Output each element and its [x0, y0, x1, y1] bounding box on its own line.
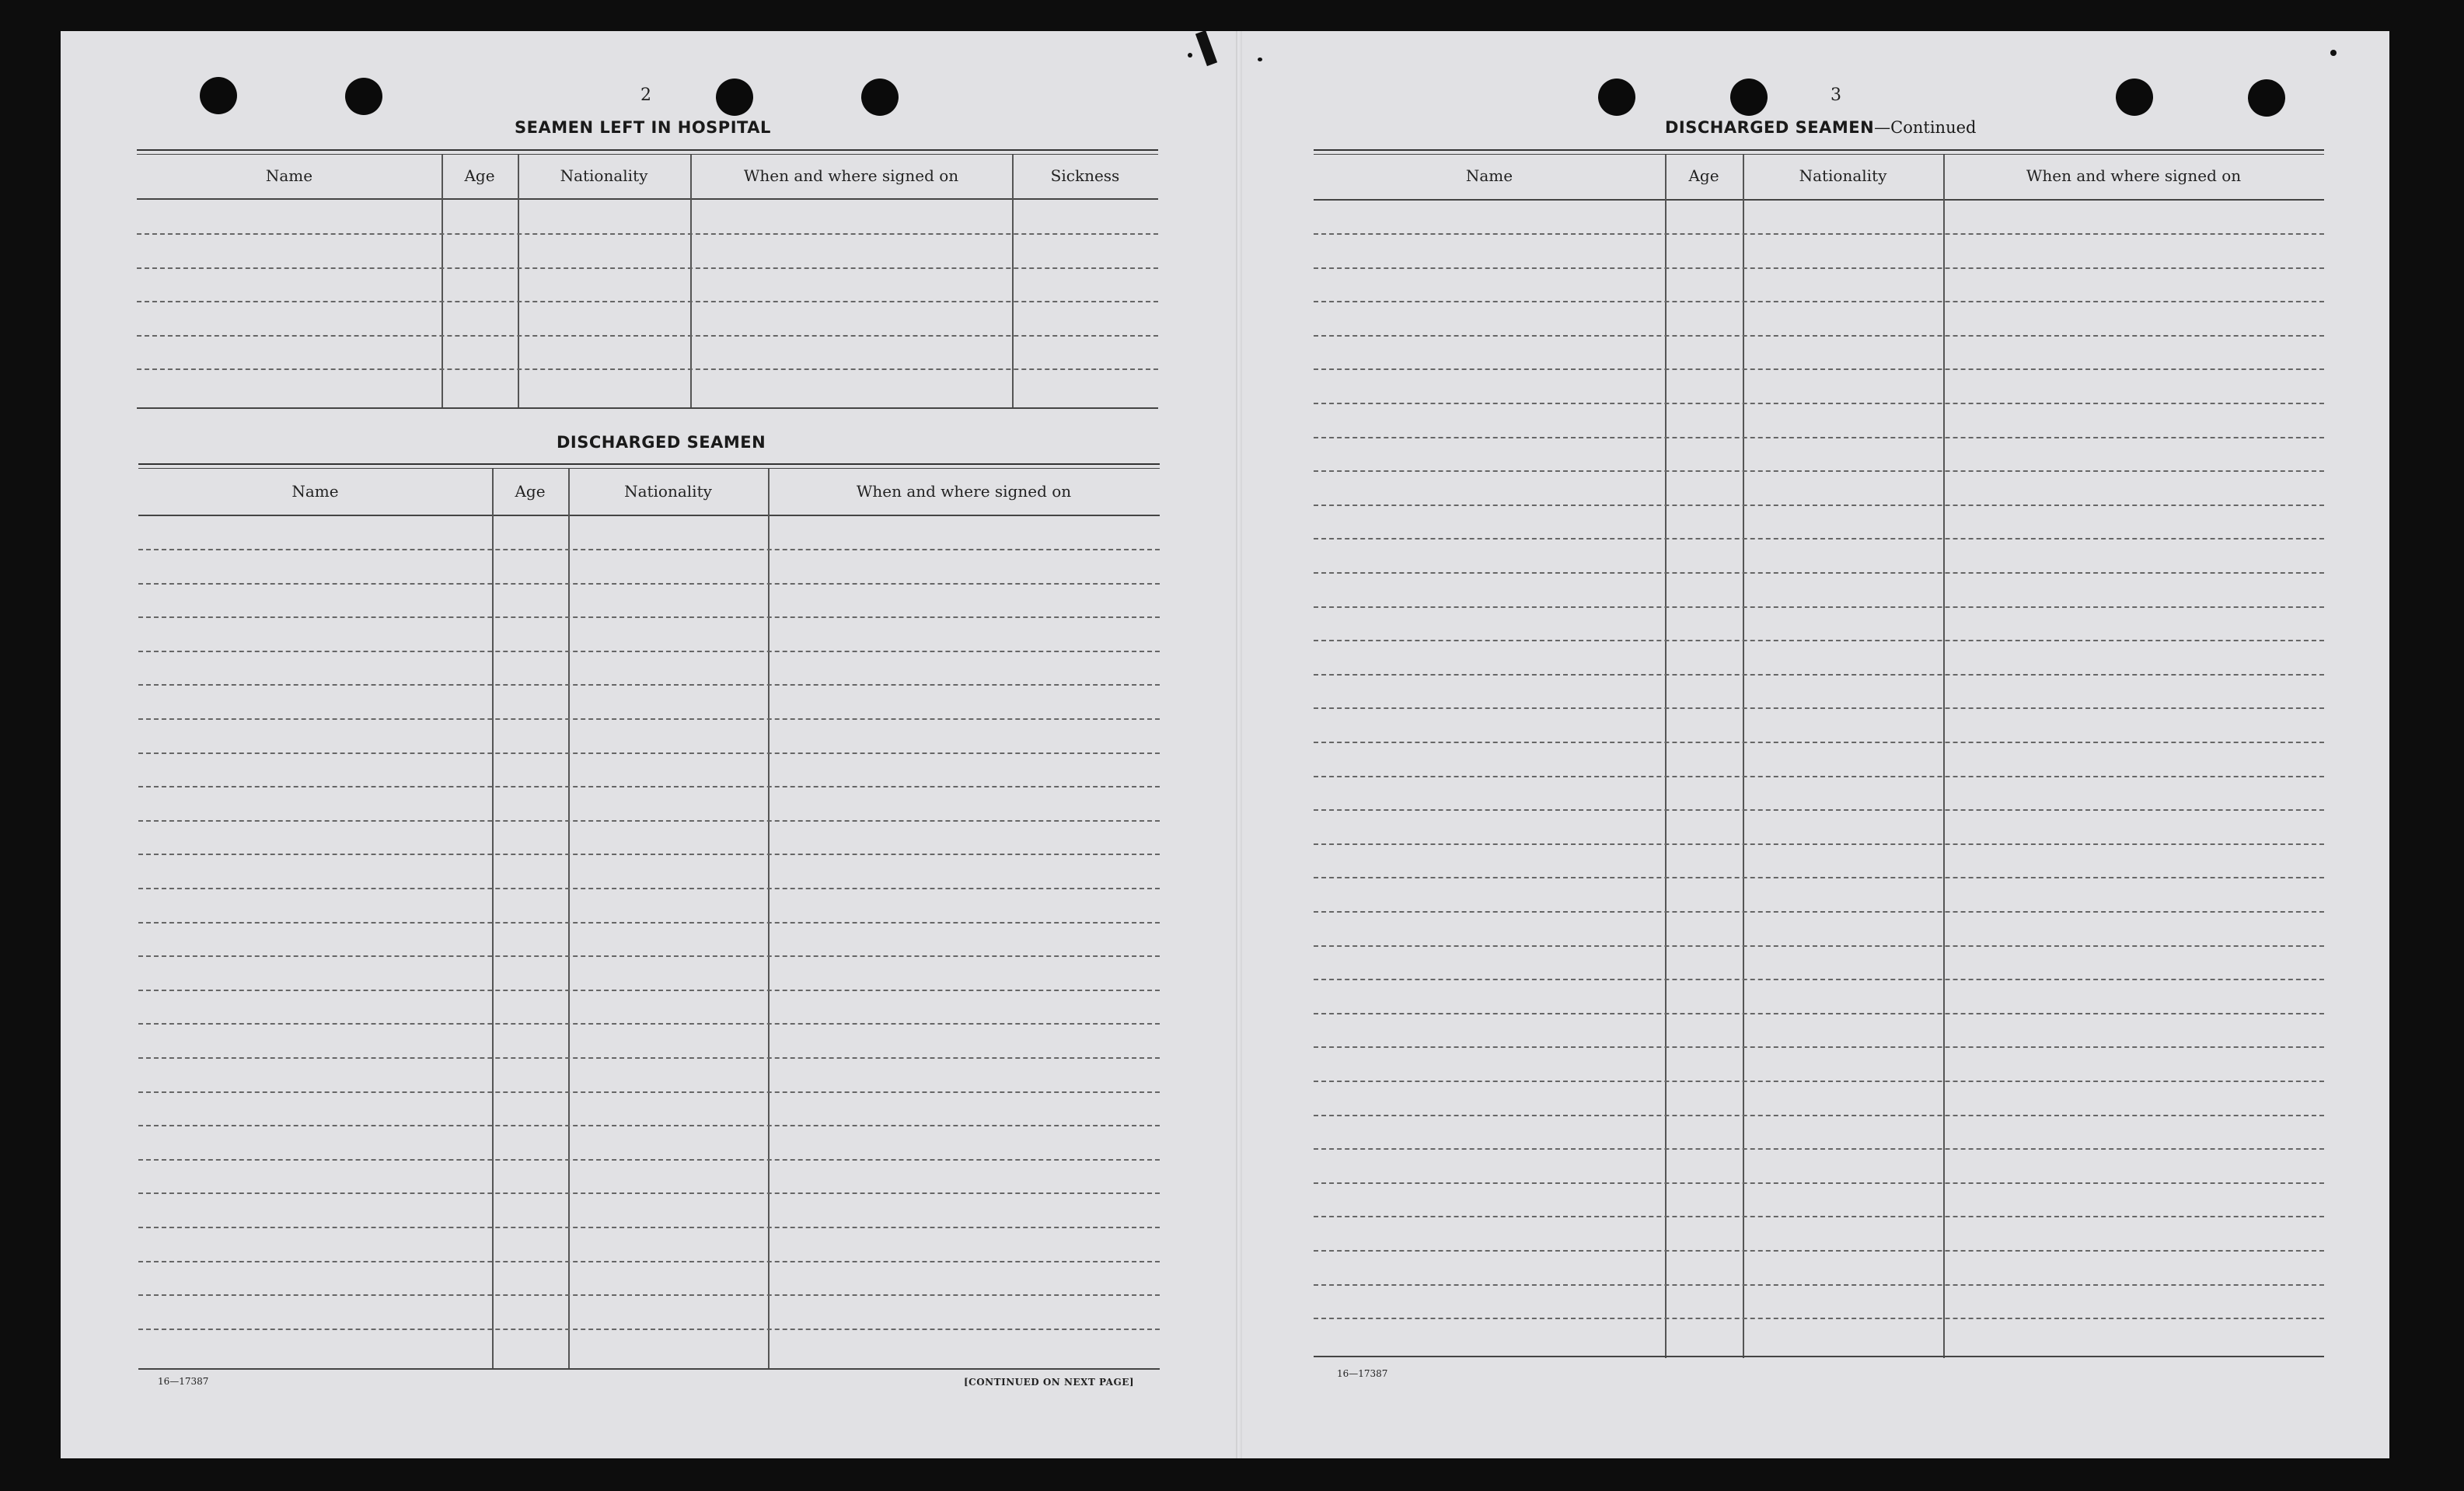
table-row	[1314, 233, 2324, 235]
column-header-signed-on: When and where signed on	[2026, 166, 2242, 185]
column-header-signed-on: When and where signed on	[743, 166, 959, 185]
scan-speck	[2330, 50, 2337, 56]
table-row	[1314, 1318, 2324, 1319]
column-divider	[568, 469, 570, 1369]
column-header-signed-on: When and where signed on	[856, 482, 1072, 501]
table-row	[138, 616, 1160, 618]
table-row	[138, 1125, 1160, 1126]
column-header-name: Name	[291, 482, 339, 501]
header-rule	[137, 198, 1158, 200]
table-row	[1314, 505, 2324, 506]
table-row	[1314, 1081, 2324, 1082]
punch-hole	[1598, 79, 1635, 116]
table-row	[1314, 403, 2324, 404]
table-row	[138, 1294, 1160, 1296]
table-row	[1314, 301, 2324, 302]
table-row	[1314, 267, 2324, 269]
table-row	[1314, 1046, 2324, 1048]
table-row	[138, 1227, 1160, 1228]
table-top-rule	[138, 463, 1160, 469]
table-row	[1314, 606, 2324, 608]
column-divider	[492, 469, 494, 1369]
table-row	[138, 752, 1160, 754]
table-row	[1314, 1182, 2324, 1184]
punch-hole	[2116, 79, 2153, 116]
page-number: 3	[1831, 86, 1841, 105]
table-row	[1314, 979, 2324, 980]
table-row	[1314, 640, 2324, 641]
scan-speck	[1258, 58, 1262, 61]
table-row	[138, 583, 1160, 585]
table-row	[1314, 1216, 2324, 1217]
column-header-name: Name	[265, 166, 313, 185]
column-header-age: Age	[515, 482, 546, 501]
table-row	[138, 718, 1160, 720]
hospital-section-title: SEAMEN LEFT IN HOSPITAL	[515, 118, 771, 137]
table-row	[138, 1192, 1160, 1194]
punch-hole	[1730, 79, 1768, 116]
table-row	[1314, 742, 2324, 743]
table-row	[1314, 911, 2324, 913]
table-row	[138, 651, 1160, 652]
table-row	[138, 990, 1160, 991]
table-row	[137, 335, 1158, 337]
punch-hole	[861, 79, 899, 116]
punch-hole	[200, 77, 237, 114]
table-row	[138, 820, 1160, 822]
scan-speck	[1188, 53, 1192, 58]
table-row	[1314, 1115, 2324, 1116]
table-row	[1314, 1250, 2324, 1252]
table-row	[1314, 707, 2324, 709]
discharged-continued-title	[1665, 118, 1976, 137]
table-row	[137, 267, 1158, 269]
table-row	[138, 922, 1160, 924]
table-row	[1314, 843, 2324, 845]
discharged-continued-table	[1314, 149, 2324, 1362]
table-row	[1314, 1013, 2324, 1014]
table-row	[138, 786, 1160, 787]
table-row	[1314, 809, 2324, 811]
table-row	[137, 233, 1158, 235]
punch-hole	[345, 78, 382, 115]
table-row	[1314, 572, 2324, 574]
table-row	[1314, 1148, 2324, 1150]
table-row	[138, 1091, 1160, 1093]
table-top-rule	[1314, 149, 2324, 155]
column-header-age: Age	[1688, 166, 1719, 185]
discharged-table	[138, 463, 1160, 1374]
form-number: 16—17387	[1337, 1368, 1388, 1379]
table-row	[1314, 470, 2324, 472]
column-divider	[768, 469, 770, 1369]
column-header-nationality: Nationality	[1799, 166, 1887, 185]
table-row	[1314, 945, 2324, 947]
table-row	[1314, 1284, 2324, 1286]
table-row	[138, 888, 1160, 889]
header-rule	[1314, 199, 2324, 201]
punch-hole	[2248, 79, 2285, 117]
table-row	[138, 684, 1160, 686]
column-header-name: Name	[1465, 166, 1513, 185]
table-row	[1314, 776, 2324, 777]
table-row	[1314, 674, 2324, 676]
column-header-nationality: Nationality	[624, 482, 712, 501]
hospital-table	[137, 149, 1158, 412]
table-row	[1314, 437, 2324, 438]
column-header-nationality: Nationality	[560, 166, 648, 185]
section-title-main: DISCHARGED SEAMEN	[1665, 118, 1875, 137]
table-row	[138, 955, 1160, 957]
table-row	[138, 854, 1160, 855]
punch-hole	[716, 79, 753, 116]
table-row	[138, 549, 1160, 550]
table-row	[1314, 877, 2324, 878]
section-title-suffix: —Continued	[1874, 118, 1977, 137]
continued-note: [CONTINUED ON NEXT PAGE]	[964, 1377, 1135, 1388]
table-row	[138, 1329, 1160, 1330]
table-row	[137, 368, 1158, 370]
table-bottom-rule	[1314, 1356, 2324, 1357]
table-row	[138, 1159, 1160, 1161]
right-page	[1236, 0, 2464, 1491]
table-row	[138, 1261, 1160, 1262]
table-row	[1314, 538, 2324, 539]
table-bottom-rule	[138, 1368, 1160, 1370]
header-rule	[138, 515, 1160, 516]
table-row	[138, 1057, 1160, 1059]
table-row	[137, 301, 1158, 302]
table-top-rule	[137, 149, 1158, 155]
discharged-section-title: DISCHARGED SEAMEN	[557, 433, 766, 452]
column-header-sickness: Sickness	[1050, 166, 1120, 185]
column-header-age: Age	[464, 166, 495, 185]
table-bottom-rule	[137, 407, 1158, 409]
form-number: 16—17387	[158, 1376, 209, 1387]
table-row	[1314, 368, 2324, 370]
page-number: 2	[640, 86, 651, 105]
table-row	[138, 1023, 1160, 1025]
table-row	[1314, 335, 2324, 337]
